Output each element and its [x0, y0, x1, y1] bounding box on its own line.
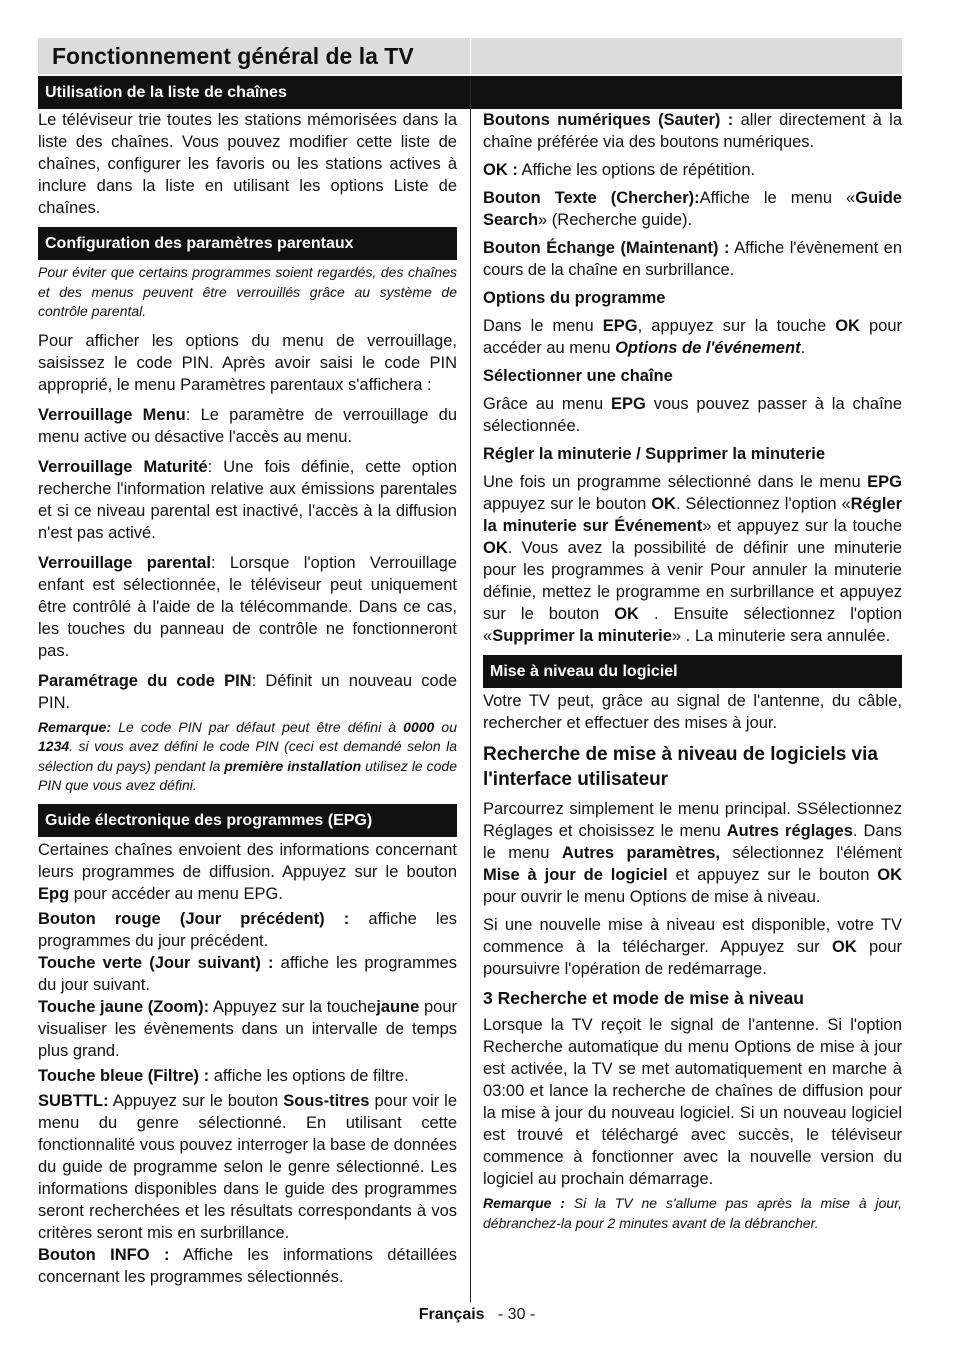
software-intro: Votre TV peut, grâce au signal de l'antenne, du câble, rechercher et effectuer des mises à jour.	[483, 692, 902, 732]
section-header-epg: Guide électronique des programmes (EPG)	[38, 804, 457, 837]
pin-remark: Remarque: Le code PIN par défaut peut être défini à 0000 ou 1234. si vous avez défini le code PIN (ceci est demandé selon la sélection du pays) pendant la première installation utilisez le code PIN que vous avez défini.	[38, 718, 457, 793]
timer-heading: Régler la minuterie / Supprimer la minuterie	[483, 445, 826, 463]
swap-button-paragraph: Bouton Échange (Maintenant) : Affiche l'évènement en cours de la chaîne en surbrillance.	[483, 239, 902, 279]
timer-text: Une fois un programme sélectionné dans le menu EPG appuyez sur le bouton OK. Sélectionnez l'option «Régler la minuterie sur Événement» et appuyez sur la touche OK. Vous avez la possibilité de définir une minuterie pour les programmes à venir Pour annuler la minuterie définie, mettez le programme en surbrillance et appuyez sur le bouton OK . Ensuite sélectionnez l'option «Supprimer la minuterie» . La minuterie sera annulée.	[483, 473, 903, 645]
parental-intro: Pour afficher les options du menu de verrouillage, saisissez le code PIN. Après avoir saisi le code PIN approprié, le menu Paramètres parentaux s'affichera :	[38, 331, 457, 394]
select-channel-text: Grâce au menu EPG vous pouvez passer à la chaîne sélectionnée.	[483, 395, 903, 435]
parental-note: Pour éviter que certains programmes soient regardés, des chaînes et des menus peuvent être verrouillés grâce au système de contrôle parental.	[38, 264, 457, 319]
pin-setting-paragraph: Paramétrage du code PIN: Définit un nouveau code PIN.	[38, 671, 457, 712]
number-buttons-paragraph: Boutons numériques (Sauter) : aller directement à la chaîne préférée via des boutons numériques.	[483, 111, 902, 151]
epg-intro: Certaines chaînes envoient des informations concernant leurs programmes de diffusion. Appuyez sur le bouton Epg pour accéder au menu EPG.	[38, 840, 457, 903]
section-header-channel-list: Utilisation de la liste de chaînes	[45, 84, 287, 101]
section-header-software: Mise à niveau du logiciel	[483, 655, 902, 688]
column-divider	[470, 76, 471, 1302]
new-upgrade-text: Si une nouvelle mise à niveau est disponible, votre TV commence à la télécharger. Appuyez sur OK pour poursuivre l'opération de redémarrage.	[483, 916, 903, 978]
channel-list-text: Le téléviseur trie toutes les stations mémorisées dans la liste des chaînes. Vous pouvez modifier cette liste de chaînes, configurer les favoris ou les stations actives à inclure dans la liste en utilisant les options Liste de chaînes.	[38, 111, 457, 217]
ui-upgrade-heading: Recherche de mise à niveau de logiciels via l'interface utilisateur	[483, 744, 878, 790]
select-channel-heading: Sélectionner une chaîne	[483, 367, 673, 385]
subttl-paragraph: SUBTTL: Appuyez sur le bouton Sous-titres pour voir le menu du genre sélectionné. En utilisant cette fonctionnalité vous pouvez interroger la base de données du guide de programme selon le genre sélectionné. Les informations disponibles dans le guide des programmes seront recherchées et les résultats correspondants à vos critères seront mis en surbrillance.	[38, 1091, 457, 1242]
text-button-paragraph: Bouton Texte (Chercher):Affiche le menu «Guide Search» (Recherche guide).	[483, 189, 902, 229]
page-number: - 30 -	[497, 1306, 536, 1323]
info-button-paragraph: Bouton INFO : Affiche les informations détaillées concernant les programmes sélectionnés.	[38, 1245, 457, 1286]
parental-lock-paragraph: Verrouillage parental: Lorsque l'option Verrouillage enfant est sélectionnée, le téléviseur peut uniquement être contrôlé à l'aide de la télécommande. Dans ce cas, les touches du panneau de contrôle ne fonctionneront pas.	[38, 553, 457, 660]
footer-language: Français	[418, 1306, 485, 1323]
upgrade-remark: Remarque : Si la TV ne s'allume pas après la mise à jour, débranchez-la pour 2 minutes avant de la débrancher.	[483, 1195, 902, 1231]
program-options-heading: Options du programme	[483, 289, 666, 307]
left-column	[38, 76, 457, 1288]
ui-upgrade-text: Parcourrez simplement le menu principal. SSélectionnez Réglages et choisissez le menu Autres réglages. Dans le menu Autres paramètres, sélectionnez l'élément Mise à jour de logiciel et appuyez sur le bouton OK pour ouvrir le menu Options de mise à niveau.	[483, 800, 903, 906]
upgrade-mode-heading: 3 Recherche et mode de mise à niveau	[483, 988, 804, 1008]
menu-lock-paragraph: Verrouillage Menu: Le paramètre de verrouillage du menu active ou désactive l'accès au menu.	[38, 405, 458, 446]
upgrade-mode-text: Lorsque la TV reçoit le signal de l'antenne. Si l'option Recherche automatique du menu Options de mise à jour est activée, la TV se met automatiquement en marche à 03:00 et lance la recherche de chaînes de diffusion pour la mise à jour du nouveau logiciel. Si un nouveau logiciel est trouvé et téléchargé avec succès, le téléviseur commence à fonctionner avec la nouvelle version du logiciel au prochain démarrage.	[483, 1016, 902, 1188]
page-footer	[0, 1306, 954, 1324]
red-button-paragraph: Bouton rouge (Jour précédent) : affiche les programmes du jour précédent.	[38, 909, 457, 950]
ok-paragraph: OK : Affiche les options de répétition.	[483, 161, 756, 179]
green-button-paragraph: Touche verte (Jour suivant) : affiche les programmes du jour suivant.	[38, 953, 457, 994]
title-split	[470, 38, 471, 74]
yellow-button-paragraph: Touche jaune (Zoom): Appuyez sur la touchejaune pour visualiser les évènements dans un intervalle de temps plus grand.	[38, 997, 457, 1060]
blue-button-paragraph: Touche bleue (Filtre) : affiche les options de filtre.	[38, 1066, 409, 1085]
page-title: Fonctionnement général de la TV	[52, 43, 414, 69]
maturity-lock-paragraph: Verrouillage Maturité: Une fois définie, cette option recherche l'information relative aux émissions parentales et si ce niveau parental est inactivé, l'accès à la diffusion n'est pas activé.	[38, 457, 458, 542]
right-column	[483, 76, 902, 1233]
program-options-text: Dans le menu EPG, appuyez sur la touche OK pour accéder au menu Options de l'événement.	[483, 317, 903, 357]
section-header-parental: Configuration des paramètres parentaux	[38, 227, 457, 260]
